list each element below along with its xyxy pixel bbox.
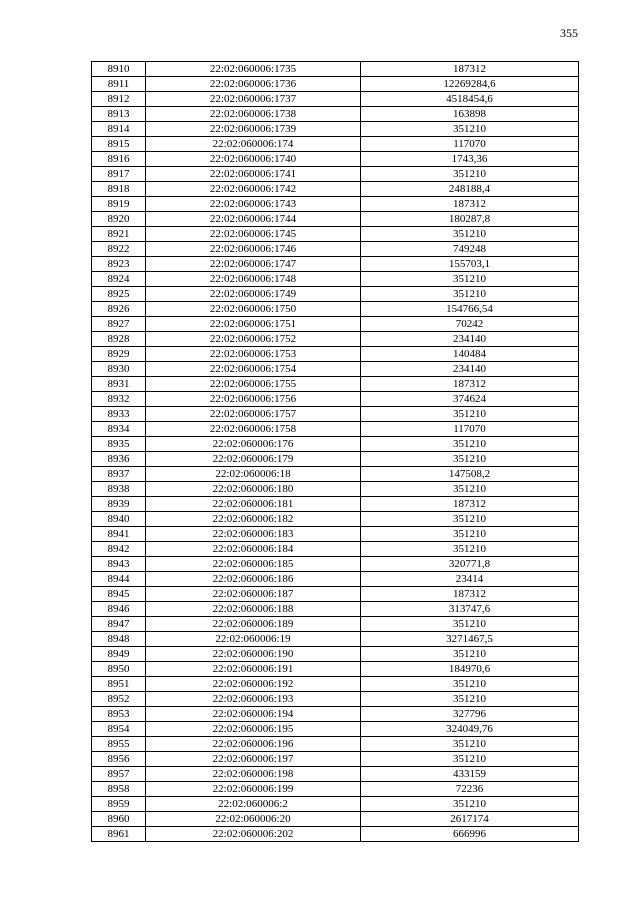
table-row — [92, 542, 579, 557]
table-row — [92, 677, 579, 692]
table-row — [92, 707, 579, 722]
row-number-cell: 8942 — [92, 542, 146, 557]
row-number-cell: 8947 — [92, 617, 146, 632]
table-row — [92, 377, 579, 392]
cadastral-value-cell: 234140 — [361, 362, 579, 377]
cadastral-number-cell: 22:02:060006:184 — [146, 542, 361, 557]
cadastral-number-cell: 22:02:060006:198 — [146, 767, 361, 782]
table-row — [92, 557, 579, 572]
table-row — [92, 752, 579, 767]
cadastral-number-cell: 22:02:060006:188 — [146, 602, 361, 617]
table-row — [92, 242, 579, 257]
cadastral-number-cell: 22:02:060006:174 — [146, 137, 361, 152]
cadastral-number-cell: 22:02:060006:1736 — [146, 77, 361, 92]
cadastral-number-cell: 22:02:060006:196 — [146, 737, 361, 752]
cadastral-number-cell: 22:02:060006:190 — [146, 647, 361, 662]
cadastral-value-cell: 4518454,6 — [361, 92, 579, 107]
cadastral-value-cell: 184970,6 — [361, 662, 579, 677]
cadastral-number-cell: 22:02:060006:189 — [146, 617, 361, 632]
table-row — [92, 512, 579, 527]
cadastral-value-cell: 180287,8 — [361, 212, 579, 227]
cadastral-number-cell: 22:02:060006:187 — [146, 587, 361, 602]
row-number-cell: 8926 — [92, 302, 146, 317]
cadastral-number-cell: 22:02:060006:1746 — [146, 242, 361, 257]
cadastral-value-cell: 234140 — [361, 332, 579, 347]
cadastral-number-cell: 22:02:060006:193 — [146, 692, 361, 707]
cadastral-value-cell: 187312 — [361, 497, 579, 512]
row-number-cell: 8921 — [92, 227, 146, 242]
cadastral-number-cell: 22:02:060006:197 — [146, 752, 361, 767]
row-number-cell: 8915 — [92, 137, 146, 152]
cadastral-value-cell: 70242 — [361, 317, 579, 332]
cadastral-number-cell: 22:02:060006:199 — [146, 782, 361, 797]
cadastral-value-cell: 666996 — [361, 827, 579, 842]
row-number-cell: 8917 — [92, 167, 146, 182]
cadastral-number-cell: 22:02:060006:182 — [146, 512, 361, 527]
row-number-cell: 8945 — [92, 587, 146, 602]
row-number-cell: 8936 — [92, 452, 146, 467]
cadastral-value-cell: 2617174 — [361, 812, 579, 827]
table-row — [92, 197, 579, 212]
table-row — [92, 62, 579, 77]
cadastral-number-cell: 22:02:060006:1738 — [146, 107, 361, 122]
table-row — [92, 152, 579, 167]
cadastral-value-table — [91, 61, 579, 842]
cadastral-value-cell: 117070 — [361, 137, 579, 152]
table-row — [92, 662, 579, 677]
cadastral-value-cell: 324049,76 — [361, 722, 579, 737]
cadastral-value-cell: 351210 — [361, 512, 579, 527]
cadastral-number-cell: 22:02:060006:1740 — [146, 152, 361, 167]
row-number-cell: 8930 — [92, 362, 146, 377]
cadastral-value-cell: 351210 — [361, 482, 579, 497]
table-row — [92, 332, 579, 347]
cadastral-value-cell: 147508,2 — [361, 467, 579, 482]
row-number-cell: 8922 — [92, 242, 146, 257]
table-row — [92, 827, 579, 842]
cadastral-number-cell: 22:02:060006:181 — [146, 497, 361, 512]
cadastral-value-cell: 72236 — [361, 782, 579, 797]
cadastral-value-cell: 351210 — [361, 167, 579, 182]
cadastral-value-cell: 313747,6 — [361, 602, 579, 617]
row-number-cell: 8956 — [92, 752, 146, 767]
row-number-cell: 8944 — [92, 572, 146, 587]
cadastral-number-cell: 22:02:060006:1750 — [146, 302, 361, 317]
cadastral-number-cell: 22:02:060006:179 — [146, 452, 361, 467]
cadastral-value-cell: 187312 — [361, 197, 579, 212]
table-row — [92, 452, 579, 467]
table-row — [92, 617, 579, 632]
table-row — [92, 737, 579, 752]
cadastral-value-cell: 351210 — [361, 122, 579, 137]
cadastral-number-cell: 22:02:060006:1755 — [146, 377, 361, 392]
row-number-cell: 8929 — [92, 347, 146, 362]
cadastral-number-cell: 22:02:060006:1754 — [146, 362, 361, 377]
table-row — [92, 407, 579, 422]
cadastral-value-cell: 351210 — [361, 287, 579, 302]
row-number-cell: 8952 — [92, 692, 146, 707]
cadastral-number-cell: 22:02:060006:195 — [146, 722, 361, 737]
cadastral-value-cell: 1743,36 — [361, 152, 579, 167]
row-number-cell: 8934 — [92, 422, 146, 437]
table-row — [92, 272, 579, 287]
cadastral-value-cell: 351210 — [361, 647, 579, 662]
row-number-cell: 8933 — [92, 407, 146, 422]
cadastral-value-cell: 154766,54 — [361, 302, 579, 317]
row-number-cell: 8953 — [92, 707, 146, 722]
row-number-cell: 8920 — [92, 212, 146, 227]
row-number-cell: 8948 — [92, 632, 146, 647]
cadastral-number-cell: 22:02:060006:194 — [146, 707, 361, 722]
table-row — [92, 647, 579, 662]
cadastral-value-cell: 351210 — [361, 437, 579, 452]
row-number-cell: 8941 — [92, 527, 146, 542]
cadastral-number-cell: 22:02:060006:1748 — [146, 272, 361, 287]
cadastral-value-cell: 374624 — [361, 392, 579, 407]
row-number-cell: 8939 — [92, 497, 146, 512]
cadastral-value-cell: 351210 — [361, 617, 579, 632]
row-number-cell: 8937 — [92, 467, 146, 482]
cadastral-value-cell: 163898 — [361, 107, 579, 122]
cadastral-number-cell: 22:02:060006:176 — [146, 437, 361, 452]
table-row — [92, 497, 579, 512]
cadastral-value-cell: 117070 — [361, 422, 579, 437]
row-number-cell: 8940 — [92, 512, 146, 527]
row-number-cell: 8923 — [92, 257, 146, 272]
table-row — [92, 392, 579, 407]
row-number-cell: 8949 — [92, 647, 146, 662]
cadastral-number-cell: 22:02:060006:185 — [146, 557, 361, 572]
table-row — [92, 182, 579, 197]
row-number-cell: 8916 — [92, 152, 146, 167]
table-row — [92, 347, 579, 362]
cadastral-value-cell: 351210 — [361, 542, 579, 557]
table-row — [92, 527, 579, 542]
cadastral-value-cell: 187312 — [361, 377, 579, 392]
row-number-cell: 8919 — [92, 197, 146, 212]
table-row — [92, 482, 579, 497]
table-row — [92, 287, 579, 302]
table-row — [92, 317, 579, 332]
cadastral-value-cell: 327796 — [361, 707, 579, 722]
table-row — [92, 122, 579, 137]
cadastral-number-cell: 22:02:060006:1739 — [146, 122, 361, 137]
row-number-cell: 8950 — [92, 662, 146, 677]
table-row — [92, 767, 579, 782]
cadastral-value-cell: 351210 — [361, 677, 579, 692]
table-row — [92, 422, 579, 437]
cadastral-value-cell: 433159 — [361, 767, 579, 782]
row-number-cell: 8925 — [92, 287, 146, 302]
table-row — [92, 107, 579, 122]
table-row — [92, 92, 579, 107]
cadastral-number-cell: 22:02:060006:1737 — [146, 92, 361, 107]
cadastral-number-cell: 22:02:060006:1743 — [146, 197, 361, 212]
row-number-cell: 8943 — [92, 557, 146, 572]
table-row — [92, 632, 579, 647]
cadastral-number-cell: 22:02:060006:191 — [146, 662, 361, 677]
row-number-cell: 8960 — [92, 812, 146, 827]
table-row — [92, 437, 579, 452]
table-row — [92, 467, 579, 482]
row-number-cell: 8958 — [92, 782, 146, 797]
table-row — [92, 212, 579, 227]
row-number-cell: 8913 — [92, 107, 146, 122]
table-row — [92, 77, 579, 92]
cadastral-number-cell: 22:02:060006:180 — [146, 482, 361, 497]
cadastral-number-cell: 22:02:060006:1745 — [146, 227, 361, 242]
row-number-cell: 8959 — [92, 797, 146, 812]
cadastral-value-cell: 187312 — [361, 62, 579, 77]
cadastral-number-cell: 22:02:060006:1756 — [146, 392, 361, 407]
cadastral-number-cell: 22:02:060006:192 — [146, 677, 361, 692]
cadastral-value-cell: 351210 — [361, 452, 579, 467]
row-number-cell: 8954 — [92, 722, 146, 737]
row-number-cell: 8912 — [92, 92, 146, 107]
row-number-cell: 8924 — [92, 272, 146, 287]
table-row — [92, 722, 579, 737]
cadastral-number-cell: 22:02:060006:1752 — [146, 332, 361, 347]
row-number-cell: 8911 — [92, 77, 146, 92]
table-row — [92, 797, 579, 812]
page-number: 355 — [560, 26, 578, 40]
table-row — [92, 602, 579, 617]
cadastral-value-cell: 351210 — [361, 692, 579, 707]
table-row — [92, 362, 579, 377]
table-row — [92, 257, 579, 272]
cadastral-value-cell: 351210 — [361, 407, 579, 422]
table-row — [92, 167, 579, 182]
cadastral-number-cell: 22:02:060006:1744 — [146, 212, 361, 227]
cadastral-number-cell: 22:02:060006:1751 — [146, 317, 361, 332]
cadastral-value-cell: 351210 — [361, 797, 579, 812]
row-number-cell: 8938 — [92, 482, 146, 497]
cadastral-number-cell: 22:02:060006:2 — [146, 797, 361, 812]
table-row — [92, 137, 579, 152]
table-row — [92, 587, 579, 602]
row-number-cell: 8957 — [92, 767, 146, 782]
cadastral-value-cell: 351210 — [361, 737, 579, 752]
cadastral-number-cell: 22:02:060006:1747 — [146, 257, 361, 272]
cadastral-number-cell: 22:02:060006:1735 — [146, 62, 361, 77]
row-number-cell: 8932 — [92, 392, 146, 407]
cadastral-number-cell: 22:02:060006:1758 — [146, 422, 361, 437]
cadastral-number-cell: 22:02:060006:1742 — [146, 182, 361, 197]
row-number-cell: 8955 — [92, 737, 146, 752]
cadastral-value-cell: 155703,1 — [361, 257, 579, 272]
row-number-cell: 8914 — [92, 122, 146, 137]
row-number-cell: 8918 — [92, 182, 146, 197]
table-row — [92, 572, 579, 587]
row-number-cell: 8931 — [92, 377, 146, 392]
cadastral-value-cell: 12269284,6 — [361, 77, 579, 92]
table-row — [92, 692, 579, 707]
cadastral-value-cell: 3271467,5 — [361, 632, 579, 647]
cadastral-value-cell: 320771,8 — [361, 557, 579, 572]
cadastral-value-cell: 351210 — [361, 527, 579, 542]
cadastral-number-cell: 22:02:060006:20 — [146, 812, 361, 827]
cadastral-value-cell: 23414 — [361, 572, 579, 587]
row-number-cell: 8910 — [92, 62, 146, 77]
row-number-cell: 8935 — [92, 437, 146, 452]
cadastral-value-cell: 351210 — [361, 227, 579, 242]
row-number-cell: 8961 — [92, 827, 146, 842]
row-number-cell: 8951 — [92, 677, 146, 692]
cadastral-number-cell: 22:02:060006:1757 — [146, 407, 361, 422]
cadastral-value-cell: 187312 — [361, 587, 579, 602]
table-row — [92, 302, 579, 317]
cadastral-value-cell: 140484 — [361, 347, 579, 362]
cadastral-number-cell: 22:02:060006:1749 — [146, 287, 361, 302]
cadastral-value-cell: 351210 — [361, 272, 579, 287]
cadastral-number-cell: 22:02:060006:186 — [146, 572, 361, 587]
cadastral-number-cell: 22:02:060006:202 — [146, 827, 361, 842]
row-number-cell: 8927 — [92, 317, 146, 332]
row-number-cell: 8946 — [92, 602, 146, 617]
cadastral-number-cell: 22:02:060006:1741 — [146, 167, 361, 182]
table-row — [92, 812, 579, 827]
row-number-cell: 8928 — [92, 332, 146, 347]
cadastral-number-cell: 22:02:060006:183 — [146, 527, 361, 542]
cadastral-number-cell: 22:02:060006:19 — [146, 632, 361, 647]
table-row — [92, 782, 579, 797]
cadastral-number-cell: 22:02:060006:1753 — [146, 347, 361, 362]
table-body — [92, 62, 579, 842]
cadastral-value-cell: 351210 — [361, 752, 579, 767]
cadastral-value-cell: 248188,4 — [361, 182, 579, 197]
cadastral-value-cell: 749248 — [361, 242, 579, 257]
cadastral-number-cell: 22:02:060006:18 — [146, 467, 361, 482]
table-row — [92, 227, 579, 242]
